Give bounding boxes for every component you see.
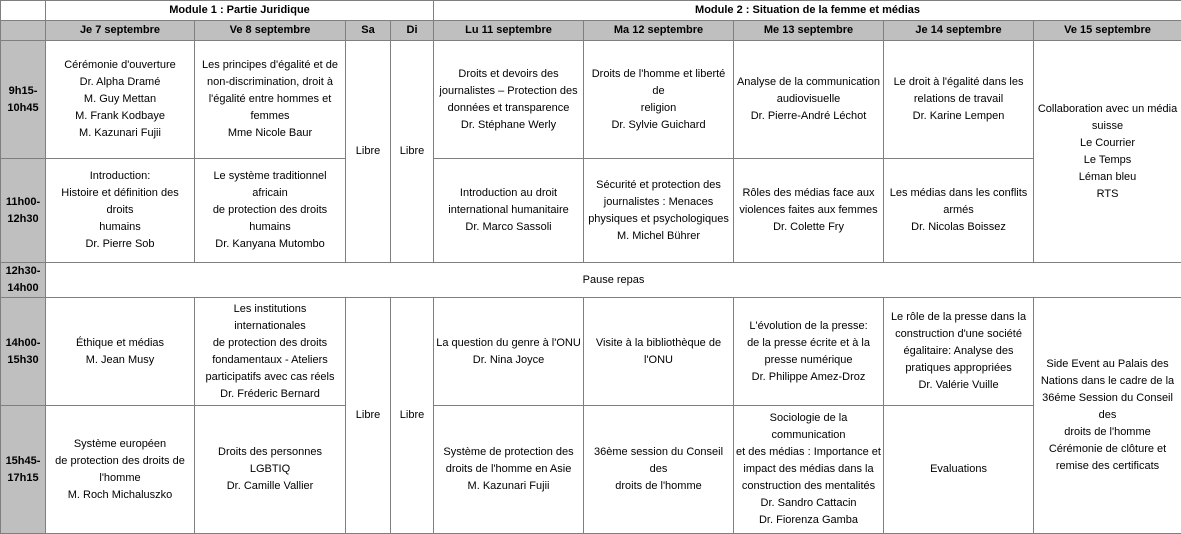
module-1-title: Module 1 : Partie Juridique (46, 1, 434, 21)
text-line: l'homme (99, 471, 141, 484)
text-line: de protection des droits (212, 336, 328, 349)
day-header-je14: Je 14 septembre (884, 21, 1034, 41)
text-line: L'évolution de la presse: (749, 319, 868, 332)
text-line: construction d'une société (895, 328, 1022, 340)
text-line: pratiques appropriées (905, 362, 1012, 374)
text-line: et des médias : Importance et (736, 446, 881, 458)
text-line: humains (249, 221, 291, 233)
text-line: Dr. Colette Fry (773, 221, 844, 233)
text-line: l'égalité entre hommes et (208, 93, 332, 105)
text-line: Droits de l'homme et liberté de (591, 67, 726, 97)
libre-cell-sa-pm: Libre (346, 298, 391, 534)
text-line: humains (99, 221, 141, 233)
text-line: Dr. Marco Sassoli (465, 221, 552, 233)
day-header-ma12: Ma 12 septembre (584, 21, 734, 41)
day-header-sa: Sa (346, 21, 391, 41)
session-cell-lu11-4 (434, 406, 584, 534)
text-line: Dr. Valérie Vuille (918, 379, 999, 391)
time-slot-5 (1, 406, 46, 534)
pause-cell: Pause repas (46, 263, 1181, 298)
libre-cell-di-am: Libre (391, 41, 434, 263)
text-line: Dr. Sandro Cattacin (760, 497, 857, 509)
session-cell-ve15-pm (1034, 298, 1181, 534)
text-line: 15h45- (5, 454, 41, 467)
time-slot-2 (1, 159, 46, 263)
text-line: droits de l'homme (615, 480, 702, 492)
day-header-lu11: Lu 11 septembre (434, 21, 584, 41)
text-line: international humanitaire (448, 204, 569, 216)
day-header-ve8: Ve 8 septembre (195, 21, 346, 41)
session-cell-ma12-2 (584, 159, 734, 263)
day-header-di: Di (391, 21, 434, 41)
text-line: Dr. Alpha Dramé (79, 76, 161, 88)
text-line: Nations dans le cadre de la (1040, 375, 1175, 387)
text-line: femmes (250, 110, 290, 122)
module-header-row (1, 1, 1181, 21)
text-line: presse numérique (764, 353, 853, 366)
session-cell-me13-4 (734, 406, 884, 534)
text-line: suisse (1091, 119, 1124, 132)
text-line: Dr. Stéphane Werly (460, 118, 557, 131)
text-line: Cérémonie d'ouverture (64, 59, 176, 71)
text-line: 14h00 (7, 282, 39, 294)
libre-cell-di-pm: Libre (391, 298, 434, 534)
text-line: M. Kazunari Fujii (467, 480, 550, 492)
session-cell-lu11-3 (434, 298, 584, 406)
text-line: Evaluations (930, 463, 987, 475)
session-cell-je14-4 (884, 406, 1034, 534)
text-line: Dr. Pierre-André Léchot (750, 110, 867, 122)
day-header-ve15: Ve 15 septembre (1034, 21, 1181, 41)
text-line: M. Frank Kodbaye (75, 110, 165, 122)
session-cell-je7-1 (46, 41, 195, 159)
time-slot-4 (1, 298, 46, 406)
text-line: Mme Nicole Baur (227, 127, 313, 139)
text-line: Dr. Kanyana Mutombo (215, 238, 325, 250)
slot-row-pause (1, 263, 1181, 298)
text-line: M. Kazunari Fujii (79, 127, 161, 139)
text-line: Dr. Camille Vallier (226, 480, 314, 492)
text-line: participatifs avec cas réels (205, 370, 335, 383)
text-line: non-discrimination, droit à (207, 76, 333, 88)
text-line: audiovisuelle (776, 93, 841, 105)
text-line: de protection des droits de (55, 454, 185, 467)
text-line: Histoire et définition des droits (61, 187, 179, 216)
text-line: Introduction au droit (459, 187, 558, 199)
time-slot-3 (1, 263, 46, 298)
text-line: Collaboration avec un média (1037, 102, 1178, 115)
text-line: Side Event au Palais des (1046, 358, 1169, 370)
text-line: Dr. Karine Lempen (912, 110, 1005, 122)
text-line: M. Guy Mettan (83, 93, 157, 105)
session-cell-ma12-3 (584, 298, 734, 406)
text-line: Système européen (73, 437, 167, 450)
time-slot-1 (1, 41, 46, 159)
text-line: 9h15- (8, 84, 38, 97)
text-line: 36ème session du Conseil des (594, 446, 724, 475)
session-cell-je7-2 (46, 159, 195, 263)
text-line: égalitaire: Analyse des (903, 345, 1014, 357)
text-line: de protection des droits (212, 204, 328, 216)
day-header-row (1, 21, 1181, 41)
text-line: Dr. Fiorenza Gamba (758, 514, 859, 526)
text-line: M. Jean Musy (85, 353, 155, 366)
slot-row-3 (1, 298, 1181, 406)
session-cell-me13-2 (734, 159, 884, 263)
text-line: Visite à la bibliothèque de (595, 336, 722, 349)
text-line: Le droit à l'égalité dans les (893, 76, 1024, 88)
text-line: impact des médias dans la (743, 463, 874, 475)
text-line: Droits et devoirs des (458, 67, 559, 80)
text-line: M. Michel Bührer (616, 229, 701, 242)
module-2-title: Module 2 : Situation de la femme et médias (434, 1, 1181, 21)
text-line: fondamentaux - Ateliers (212, 353, 328, 366)
text-line: Le rôle de la presse dans la (890, 311, 1027, 323)
text-line: 17h15 (7, 471, 39, 484)
text-line: 14h00- (5, 336, 41, 349)
text-line: de la presse écrite et à la (747, 336, 870, 349)
text-line: 36éme Session du Conseil des (1042, 392, 1173, 421)
text-line: armés (943, 204, 974, 216)
text-line: Introduction: (89, 170, 151, 182)
text-line: Le système traditionnel africain (213, 170, 327, 199)
text-line: relations de travail (913, 93, 1004, 105)
slot-row-2 (1, 159, 1181, 263)
text-line: remise des certificats (1055, 460, 1160, 472)
text-line: Les institutions internationales (233, 302, 307, 332)
day-header-empty (1, 21, 46, 41)
text-line: religion (640, 101, 677, 114)
text-line: violences faites aux femmes (739, 204, 878, 216)
text-line: journalistes – Protection des (439, 84, 578, 97)
slot-row-4 (1, 406, 1181, 534)
session-cell-lu11-2 (434, 159, 584, 263)
text-line: 12h30- (5, 265, 41, 277)
text-line: 11h00- (5, 195, 41, 208)
session-cell-lu11-1 (434, 41, 584, 159)
text-line: Système de protection des (443, 446, 574, 458)
text-line: données et transparence (447, 101, 570, 114)
text-line: M. Roch Michaluszko (67, 488, 173, 501)
session-cell-ma12-1 (584, 41, 734, 159)
text-line: journalistes : Menaces (603, 195, 714, 208)
text-line: construction des mentalités (741, 480, 876, 492)
text-line: Les médias dans les conflits (889, 187, 1028, 199)
libre-cell-sa-am: Libre (346, 41, 391, 263)
text-line: Sécurité et protection des (596, 178, 721, 191)
day-header-je7: Je 7 septembre (46, 21, 195, 41)
session-cell-me13-3 (734, 298, 884, 406)
text-line: Dr. Fréderic Bernard (220, 387, 320, 400)
session-cell-ve8-2 (195, 159, 346, 263)
session-cell-ve8-1 (195, 41, 346, 159)
session-cell-ma12-4 (584, 406, 734, 534)
slot-row-1 (1, 41, 1181, 159)
text-line: l'ONU (644, 353, 674, 366)
text-line: 10h45 (7, 101, 39, 114)
session-cell-ve8-3 (195, 298, 346, 406)
text-line: Léman bleu (1078, 170, 1137, 183)
text-line: Dr. Nina Joyce (472, 353, 545, 366)
session-cell-ve15-am (1034, 41, 1181, 263)
session-cell-je14-2 (884, 159, 1034, 263)
session-cell-me13-1 (734, 41, 884, 159)
day-header-me13: Me 13 septembre (734, 21, 884, 41)
text-line: Éthique et médias (75, 336, 165, 349)
text-line: 12h30 (7, 212, 39, 225)
session-cell-je14-3 (884, 298, 1034, 406)
text-line: droits de l'homme (1064, 426, 1151, 438)
session-cell-je7-3 (46, 298, 195, 406)
text-line: Analyse de la communication (736, 76, 881, 88)
session-cell-ve8-4 (195, 406, 346, 534)
text-line: droits de l'homme en Asie (445, 463, 572, 475)
text-line: La question du genre à l'ONU (436, 336, 581, 349)
text-line: Le Temps (1083, 153, 1132, 166)
corner-cell (1, 1, 46, 21)
text-line: Cérémonie de clôture et (1048, 443, 1167, 455)
text-line: Dr. Sylvie Guichard (611, 118, 706, 131)
text-line: Dr. Nicolas Boissez (911, 221, 1006, 233)
text-line: Sociologie de la communication (769, 412, 848, 441)
text-line: Dr. Philippe Amez-Droz (751, 370, 866, 383)
text-line: RTS (1096, 187, 1119, 200)
text-line: Rôles des médias face aux (742, 187, 875, 199)
session-cell-je7-4 (46, 406, 195, 534)
text-line: Droits des personnes LGBTIQ (218, 446, 322, 475)
text-line: 15h30 (7, 353, 39, 366)
text-line: Les principes d'égalité et de (201, 59, 339, 71)
text-line: physiques et psychologiques (588, 212, 729, 225)
text-line: Le Courrier (1080, 136, 1136, 149)
text-line: Dr. Pierre Sob (85, 238, 155, 250)
session-cell-je14-1 (884, 41, 1034, 159)
